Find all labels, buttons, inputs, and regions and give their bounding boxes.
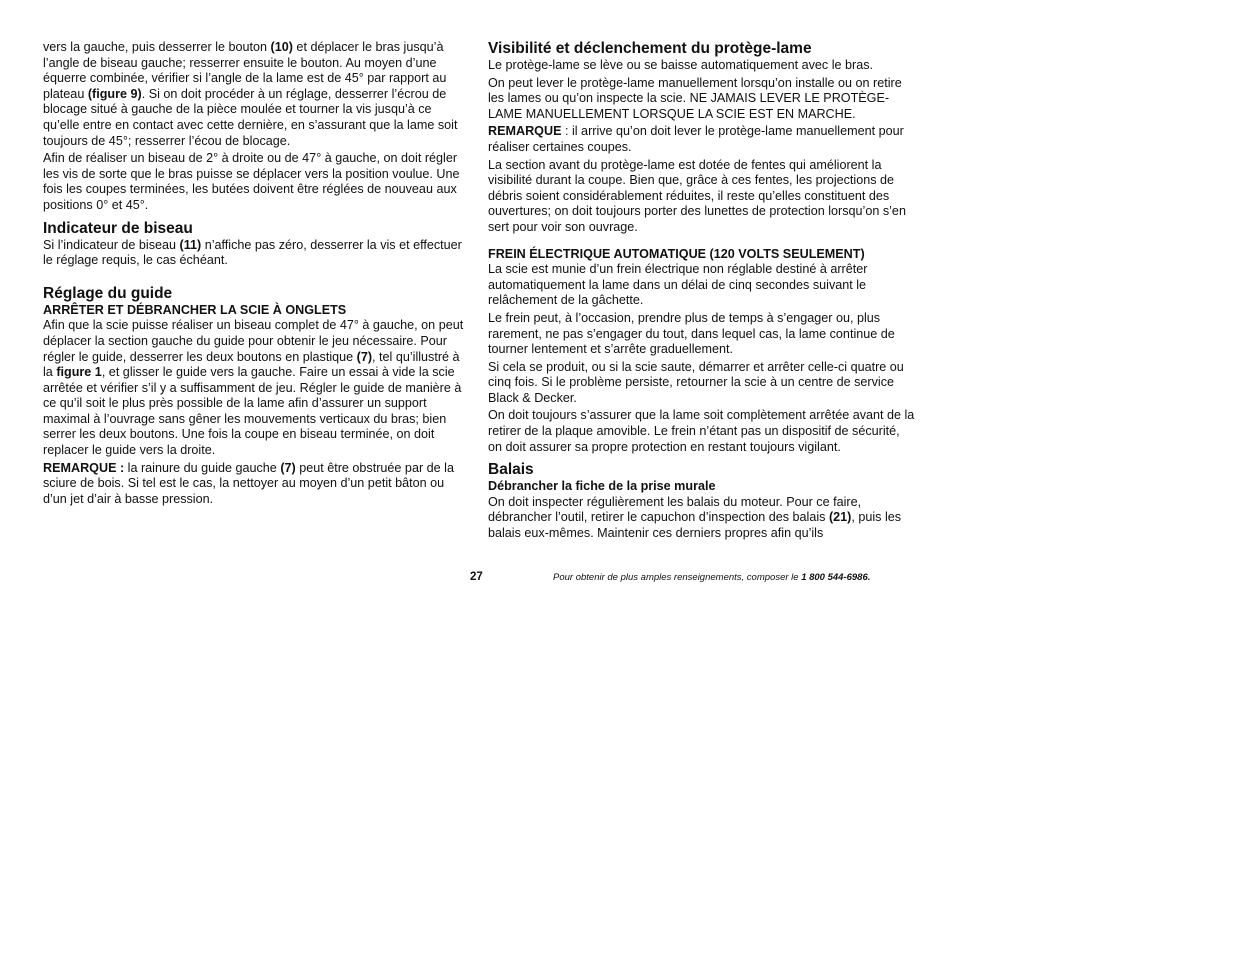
paragraph-bevel-stops: Afin de réaliser un biseau de 2° à droite ou de 47° à gauche, on doit régler les vis de sorte que le bras puisse se déplacer vers la position voulue. Une fois les coupes terminées, les butées doivent être réglées de nouveau aux positions 0° et 45°. [43,151,460,212]
note-label: REMARQUE : [43,460,125,475]
ref-knob-10: (10) [270,40,293,54]
text-run: et déplacer le bras jusqu’à l’angle de biseau gauche; resserrer ensuite le bouton. Au moyen d’une équerre combinée, vérifier si l’angle de la lame est de 45° par rapport au plateau [43,40,447,101]
heading-brushes: Balais [488,461,534,479]
note-label: REMARQUE [488,124,562,139]
footer-note [553,572,870,583]
text-run: , puis les balais eux-mêmes. Maintenir ces derniers propres afin qu’ils [488,510,902,541]
right-column [488,40,916,544]
paragraph-brake-safety: On doit toujours s’assurer que la lame soit complètement arrêtée avant de la retirer de la plaque amovible. Le frein n’étant pas un dispositif de sécurité, on doit assurer sa propre protection en restant toujours vigilant. [488,408,915,454]
ref-figure-9: (figure 9) [87,86,142,101]
paragraph-bevel-indicator [43,238,468,269]
left-column [43,40,468,509]
ref-indicator-11: (11) [179,237,202,252]
ref-knobs-7: (7) [356,349,373,364]
text-run: . Si on doit procéder à un réglage, desserrer l’écrou de blocage situé à gauche de la pièce moulée et tourner la vis jusqu’à ce qu’elle entre en contact avec cette dernière, en s’assurant que la lame soit toujours de 45°; resserrer l’écou de blocage. [43,86,458,148]
text-run: Si l’indicateur de biseau [43,237,180,252]
footer-note-text: Pour obtenir de plus amples renseignements, composer le [553,572,802,583]
ref-fence-7: (7) [280,460,296,475]
paragraph-guard-note [488,124,916,155]
paragraph-brake-intro: La scie est munie d’un frein électrique non réglable destiné à arrêter automatiquement la lame dans un délai de cinq secondes suivant le relâchement de la gâchette. [488,262,868,308]
text-run: : il arrive qu’on doit lever le protège-lame manuellement pour réaliser certaines coupes. [488,124,904,154]
subheading-stop-unplug: ARRÊTER ET DÉBRANCHER LA SCIE À ONGLETS [43,302,347,317]
paragraph-brushes [488,495,916,542]
text-run: , et glisser le guide vers la gauche. Faire un essai à vide la scie arrêtée et vérifier s’il y a suffisamment de jeu. Régler le guide de manière à ce qu’il soit le plus près possible de la lame afin d’assurer un support maximal à l’ouvrage sans gêner les mouvements verticaux du bras; bien serrer les deux boutons. Une fois la coupe en biseau terminée, on doit replacer le guide vers la droite. [43,365,462,458]
text-run: vers la gauche, puis desserrer le bouton [43,40,271,54]
paragraph-fence-note [43,461,468,508]
footer-phone: 1 800 544-6986. [801,572,871,583]
text-run: n’affiche pas zéro, desserrer la vis et effectuer le réglage requis, le cas échéant. [43,237,462,268]
ref-cap-21: (21) [828,510,852,525]
text-run: peut être obstruée par de la sciure de bois. Si tel est le cas, la nettoyer au moyen d’un petit bâton ou d’un jet d’air à basse pression. [43,460,454,506]
subheading-unplug: Débrancher la fiche de la prise murale [488,479,716,494]
heading-fence-adjust: Réglage du guide [43,284,173,302]
paragraph-brake-service: Si cela se produit, ou si la scie saute, démarrer et arrêter celle-ci quatre ou cinq fois. Si le problème persiste, retourner la scie à un centre de service Black & Decker. [488,359,904,405]
text-run: la rainure du guide gauche [124,460,281,475]
heading-guard-visibility: Visibilité et déclenchement du protège-lame [488,40,812,57]
paragraph-guard-slots: La section avant du protège-lame est dotée de fentes qui améliorent la visibilité durant la coupe. Bien que, grâce à ces fentes, les projections de débris soient considérablement réduites, il reste qu’elles constituent des ouvertures; on doit toujours porter des lunettes de protection lorsqu’on s’en sert pour voir son ouvrage. [488,157,906,234]
paragraph-bevel-adjust [43,40,468,149]
heading-bevel-indicator: Indicateur de biseau [43,219,193,237]
paragraph-guard-auto: Le protège-lame se lève ou se baisse automatiquement avec le bras. [488,58,874,72]
text-run: On doit inspecter régulièrement les balais du moteur. Pour ce faire, débrancher l’outil, retirer le capuchon d’inspection des balais [488,494,862,525]
ref-figure-1: figure 1 [56,365,102,380]
text-run: Afin que la scie puisse réaliser un biseau complet de 47° à gauche, on peut déplacer la section gauche du guide pour obtenir le jeu nécessaire. Pour régler le guide, desserrer les deux boutons en plastique [43,318,464,364]
paragraph-brake-delay: Le frein peut, à l’occasion, prendre plus de temps à s’engager ou, plus rarement, ne pas s’engager du tout, dans lequel cas, la lame continue de tourner lentement et s’arrête graduellement. [488,310,895,357]
page-number: 27 [470,571,483,583]
paragraph-guard-manual: On peut lever le protège-lame manuellement lorsqu’on installe ou on retire les lames ou qu’on inspecte la scie. NE JAMAIS LEVER LE PROTÈGE-LAME MANUELLEMENT LORSQUE LA SCIE EST EN MARCHE. [488,75,902,121]
paragraph-fence-adjust [43,318,468,458]
text-run: , tel qu’illustré à la [43,349,460,380]
heading-electric-brake: FREIN ÉLECTRIQUE AUTOMATIQUE (120 VOLTS SEULEMENT) [488,246,865,261]
